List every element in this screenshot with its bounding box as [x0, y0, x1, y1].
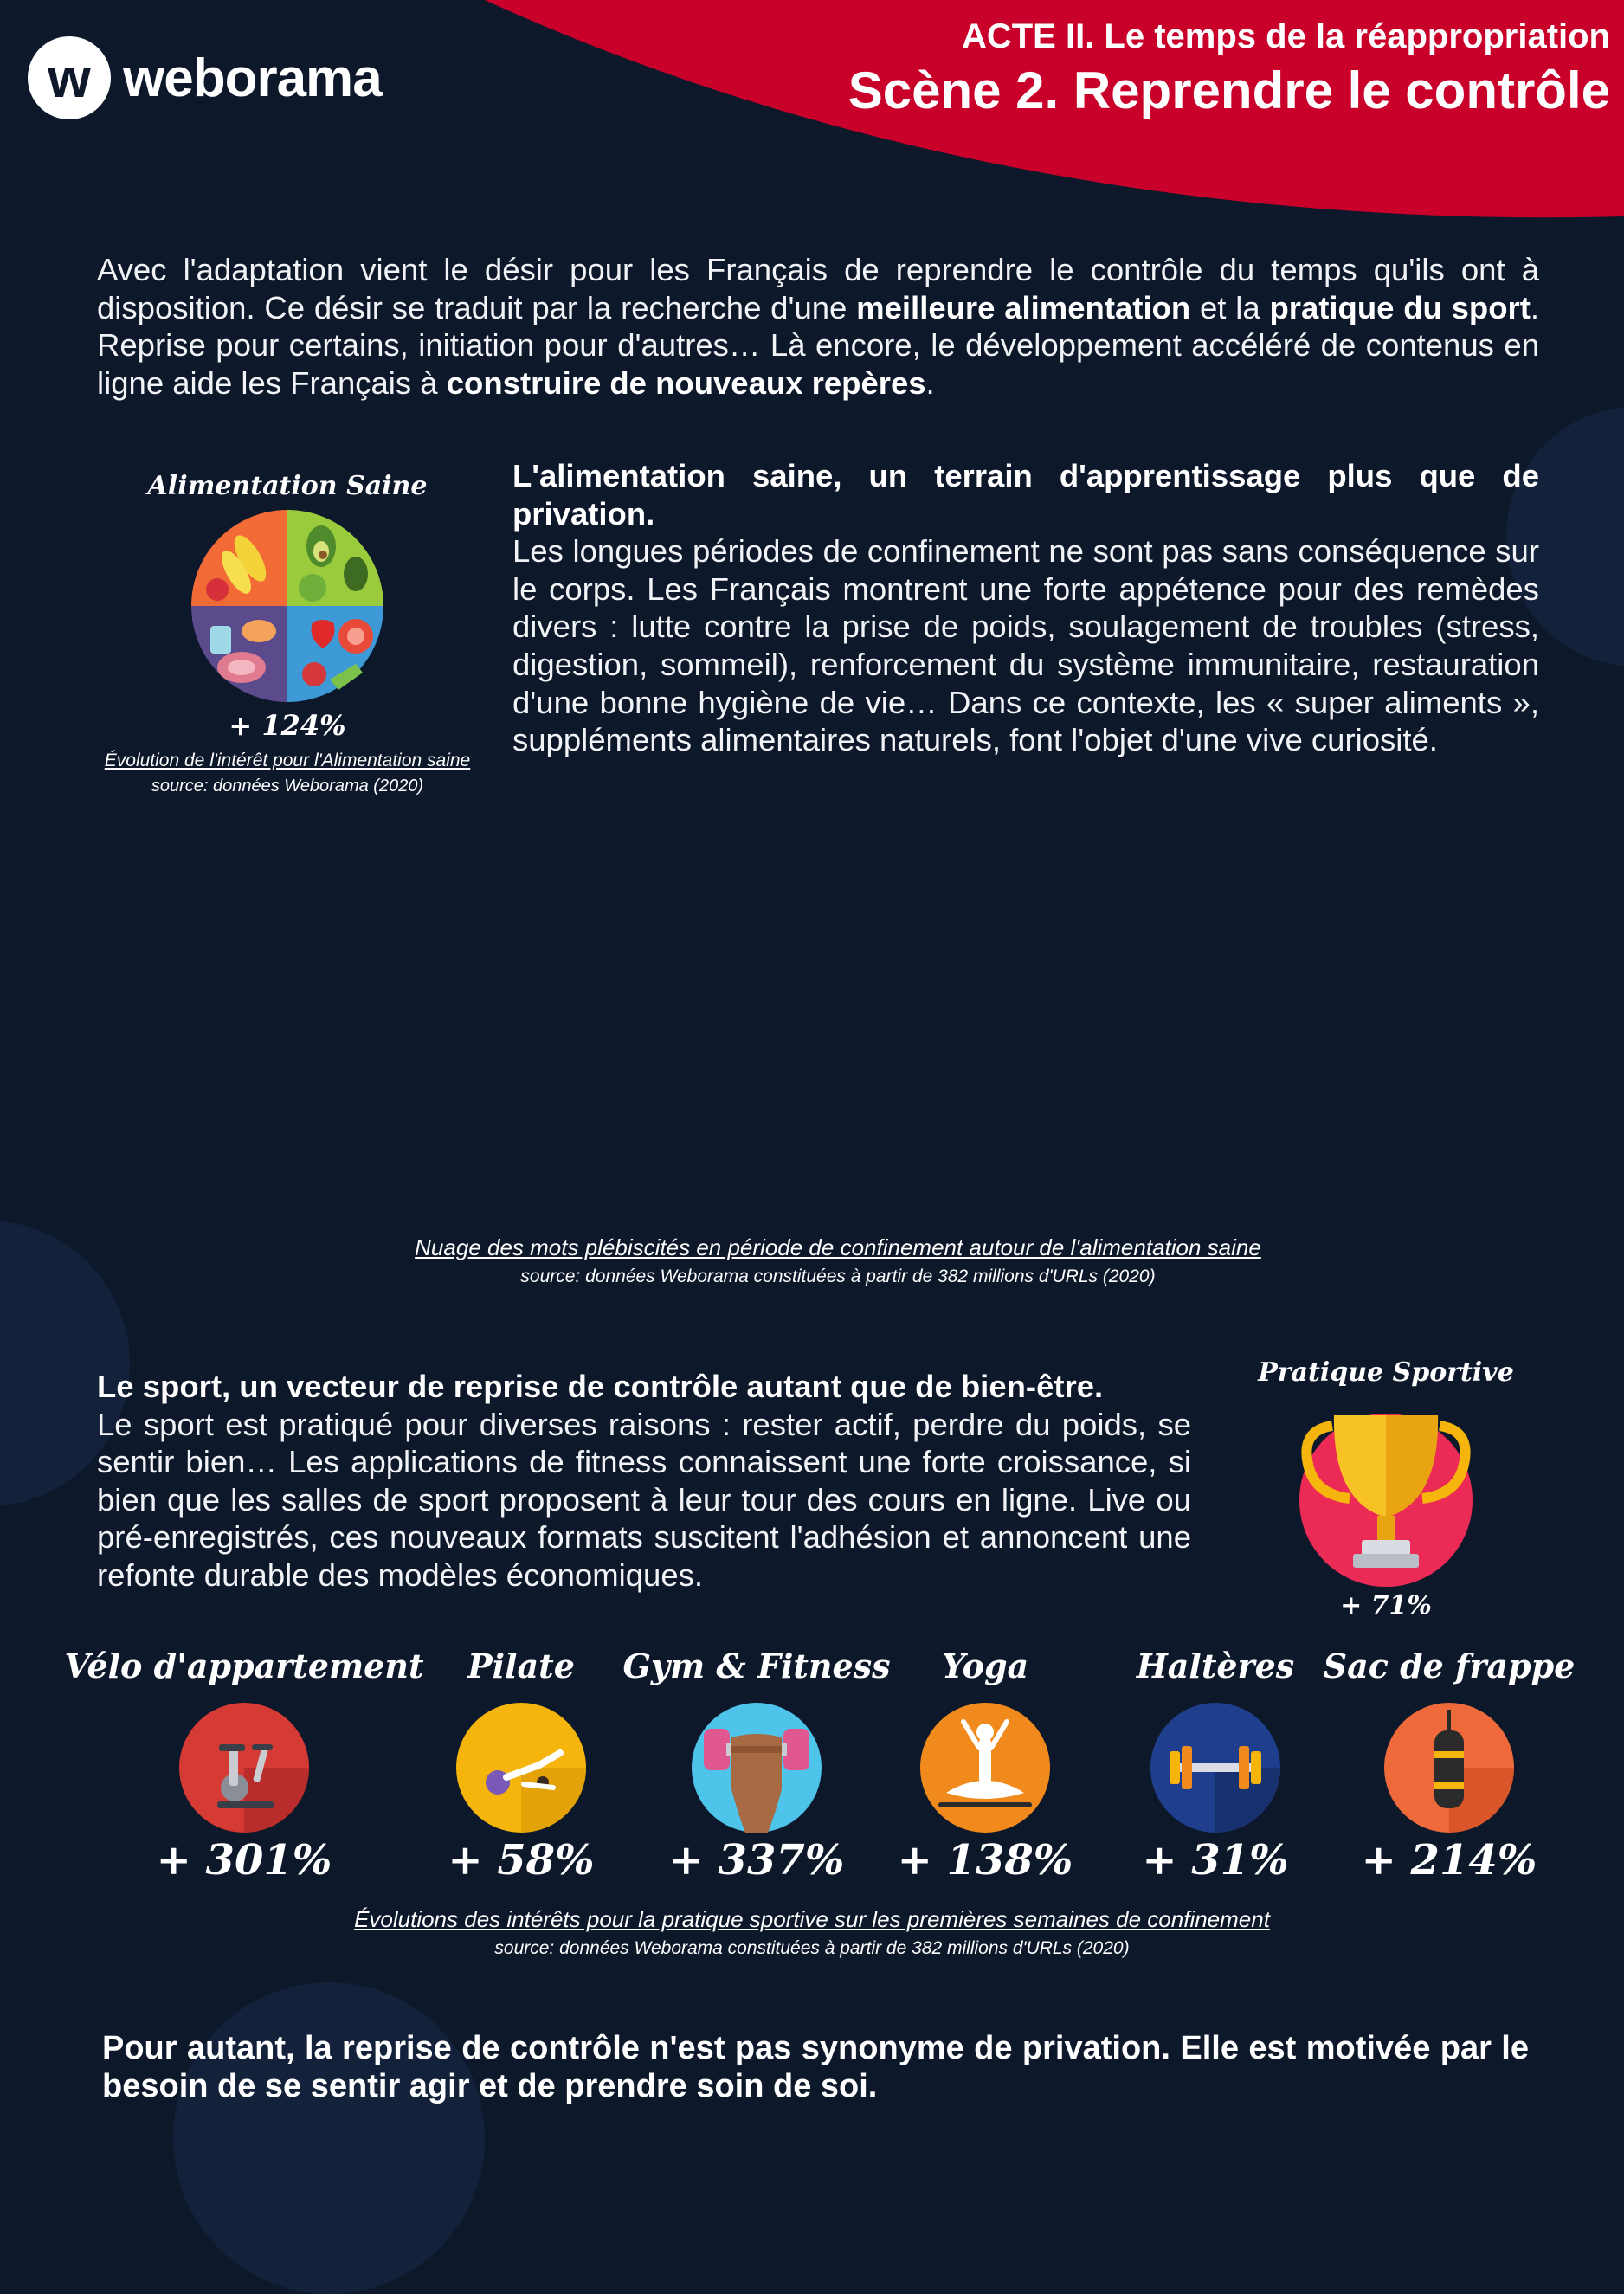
pilates-icon — [456, 1703, 586, 1833]
sports-source: source: données Weborama constituées à partir de 382 millions d'URLs (2020) — [494, 1938, 1130, 1958]
sport-section-body: Le sport est pratiqué pour diverses raisons : rester actif, perdre du poids, se sentir bien… Les applications de fitness connaissent une forte croissance, si bien que les salles de sport proposent à leur tour des cours en ligne. Live ou pré-enregistrés, ces nouveaux formats suscitent l'adhésion et annoncent une refonte durable des modèles économiques. — [97, 1406, 1191, 1593]
sport-section-heading: Le sport, un vecteur de reprise de contrôle autant que de bien-être. — [97, 1369, 1104, 1404]
food-source: source: données Weborama (2020) — [151, 776, 424, 796]
logo-mark: w — [28, 36, 111, 119]
emphasis-sport: pratique du sport — [1269, 289, 1531, 325]
sport-stat-yoga: + 138% — [897, 1836, 1073, 1885]
weborama-logo[interactable] — [28, 36, 382, 119]
sport-name-halteres: Haltères — [1136, 1646, 1295, 1685]
intro-paragraph: Avec l'adaptation vient le désir pour les Français de reprendre le contrôle du temps qu'ils ont à disposition. Ce désir se traduit par la recherche d'une meilleure alimentation et la pratique du sport. Reprise pour certains, initiation pour d'autres… Là encore, le développement accéléré de contenus en ligne aide les Français à construire de nouveaux repères. — [97, 252, 1540, 401]
trophy-figure-title: Pratique Sportive — [1258, 1357, 1514, 1388]
word-cloud-source: source: données Weborama constituées à partir de 382 millions d'URLs (2020) — [520, 1266, 1156, 1286]
sports-caption: Évolutions des intérêts pour la pratique sportive sur les premières semaines de confinement — [354, 1906, 1270, 1932]
food-caption: Évolution de l'intérêt pour l'Alimentation saine — [104, 751, 471, 770]
act-title: ACTE II. Le temps de la réappropriation — [961, 17, 1610, 55]
food-figure-title: Alimentation Saine — [147, 471, 428, 501]
conclusion-paragraph: Pour autant, la reprise de contrôle n'est pas synonyme de privation. Elle est motivée par le besoin de se sentir agir et de prendre soin de soi. — [102, 2030, 1529, 2104]
food-section — [512, 457, 1539, 759]
sport-stat-sac: + 214% — [1361, 1836, 1537, 1885]
food-stat: + 124% — [229, 709, 346, 742]
sport-item-sac — [1267, 1646, 1624, 1885]
sport-section — [97, 1368, 1191, 1595]
healthy-food-plate-icon — [191, 510, 383, 702]
trophy-icon — [1291, 1396, 1481, 1587]
sport-stat-halteres: + 31% — [1142, 1836, 1289, 1885]
sport-stat-velo: + 301% — [156, 1836, 332, 1885]
emphasis-alimentation: meilleure alimentation — [856, 289, 1191, 325]
sport-name-pilate: Pilate — [467, 1646, 575, 1685]
scene-title: Scène 2. Reprendre le contrôle — [847, 61, 1610, 119]
food-section-body: Les longues périodes de confinement ne sont pas sans conséquence sur le corps. Les Français montrent une forte appétence pour des remèdes divers : lutte contre la prise de poids, soulagement de troubles (stress, digestion, sommeil), renforcement du système immunitaire, restauration d'une bonne hygiène de vie… Dans ce contexte, les « super aliments », suppléments alimentaires naturels, font l'objet d'une vive curiosité. — [512, 533, 1539, 758]
dumbbell-hand-icon — [692, 1703, 822, 1833]
food-section-heading: L'alimentation saine, un terrain d'apprentissage plus que de privation. — [512, 458, 1539, 532]
trophy-figure — [1243, 1357, 1529, 1621]
sport-name-velo: Vélo d'appartement — [64, 1646, 424, 1685]
sports-row — [0, 1646, 1624, 1889]
punching-bag-icon — [1384, 1703, 1514, 1833]
word-cloud-caption-block — [0, 1226, 1624, 1287]
yoga-icon — [920, 1703, 1050, 1833]
sport-stat-gym: + 337% — [668, 1836, 845, 1885]
food-figure — [43, 471, 532, 796]
emphasis-reperes: construire de nouveaux repères — [446, 364, 926, 401]
trophy-stat: + 71% — [1340, 1590, 1432, 1621]
sport-stat-pilate: + 58% — [448, 1836, 595, 1885]
logo-text: weborama — [123, 48, 382, 108]
exercise-bike-icon — [179, 1703, 309, 1833]
word-cloud-caption: Nuage des mots plébiscités en période de confinement autour de l'alimentation saine — [415, 1234, 1261, 1260]
barbell-icon — [1150, 1703, 1280, 1833]
sport-name-gym: Gym & Fitness — [622, 1646, 891, 1685]
sport-name-yoga: Yoga — [941, 1646, 1029, 1685]
sports-caption-block — [0, 1898, 1624, 1959]
sport-name-sac: Sac de frappe — [1323, 1646, 1576, 1685]
